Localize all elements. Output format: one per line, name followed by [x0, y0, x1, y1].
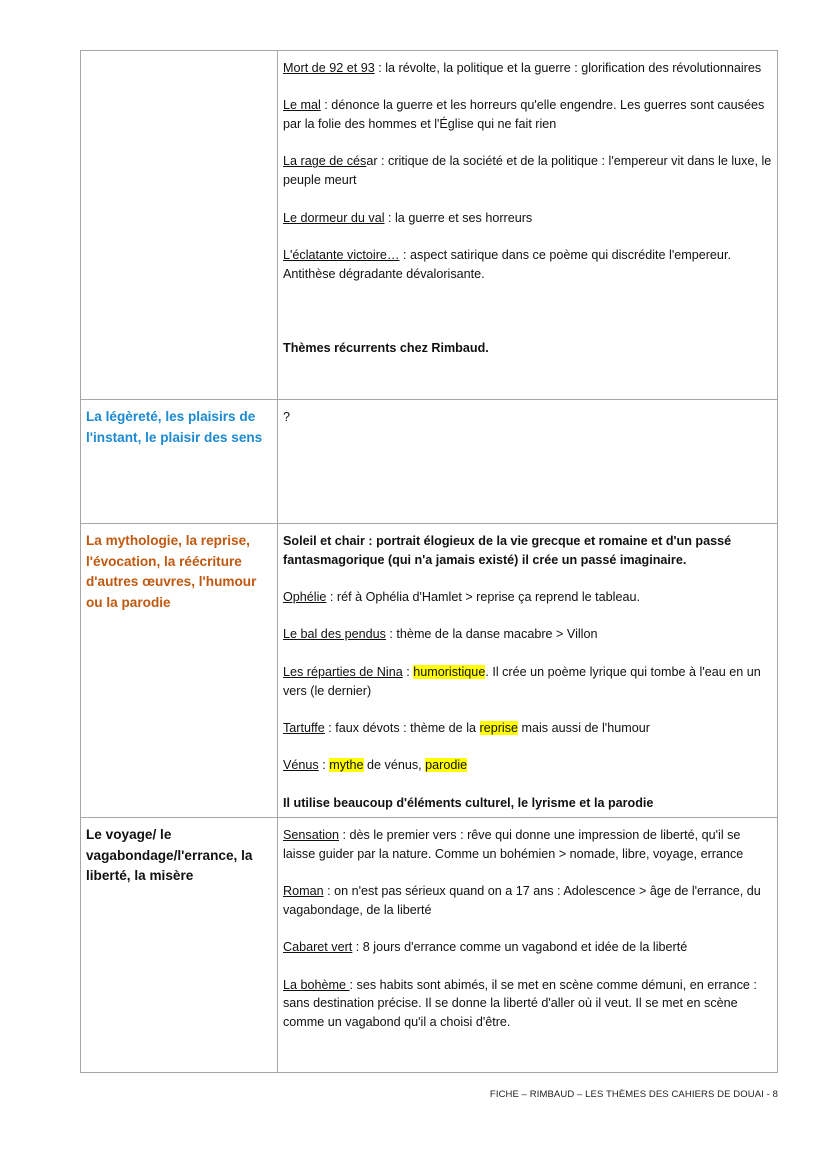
poem-title: Le dormeur du val	[283, 210, 385, 225]
poem-title: Roman	[283, 884, 324, 899]
note-text: : la guerre et ses horreurs	[384, 210, 533, 225]
note-paragraph	[283, 588, 772, 607]
note-text: : on n'est pas sérieux quand on a 17 ans : Adolescence > âge de l'errance, du vagabondage, de la liberté	[283, 884, 761, 917]
notes-cell	[278, 51, 778, 400]
note-paragraph	[283, 408, 772, 427]
poem-title: Le bal des pendus	[283, 627, 386, 642]
note-text: de vénus,	[363, 758, 426, 773]
note-paragraph	[283, 532, 772, 569]
highlighted-text: parodie	[425, 758, 468, 773]
highlighted-text: mythe	[329, 758, 364, 773]
table-row	[81, 400, 778, 524]
note-paragraph	[283, 663, 772, 700]
note-paragraph	[283, 794, 772, 813]
note-paragraph	[283, 938, 772, 957]
bold-text: Il utilise beaucoup d'éléments culturel, le lyrisme et la parodie	[283, 795, 654, 810]
note-paragraph	[283, 96, 772, 133]
theme-cell: La mythologie, la reprise, l'évocation, la réécriture d'autres œuvres, l'humour ou la parodie	[81, 524, 278, 818]
note-text: : faux dévots : thème de la	[324, 720, 480, 735]
notes-cell	[278, 818, 778, 1073]
note-text: :	[402, 664, 414, 679]
note-paragraph	[283, 152, 772, 189]
notes-cell	[278, 400, 778, 524]
bold-text: Thèmes récurrents chez Rimbaud.	[283, 341, 489, 356]
poem-title: Le mal	[283, 98, 321, 113]
note-text: : réf à Ophélia d'Hamlet > reprise ça reprend le tableau.	[326, 590, 640, 605]
note-paragraph	[283, 246, 772, 283]
note-text: mais aussi de l'humour	[518, 720, 650, 735]
note-text: ar : critique de la société et de la politique : l'empereur vit dans le luxe, le peuple meurt	[283, 154, 772, 188]
note-paragraph	[283, 826, 772, 863]
note-paragraph	[283, 756, 772, 775]
poem-title: Les réparties de Nina	[283, 664, 403, 679]
note-paragraph	[283, 209, 772, 228]
note-paragraph	[283, 719, 772, 738]
note-paragraph	[283, 339, 772, 358]
poem-title: Sensation	[283, 828, 340, 842]
note-text: : dès le premier vers : rêve qui donne une impression de liberté, qu'il se laisse guider par la nature. Comme un bohémien > nomade, libre, voyage, errance	[283, 828, 744, 861]
table-row	[81, 524, 778, 818]
note-text: :	[318, 758, 330, 773]
poem-title: Tartuffe	[283, 720, 325, 735]
note-paragraph	[283, 976, 772, 1032]
poem-title: Vénus	[283, 758, 319, 773]
poem-title: La bohème	[283, 977, 350, 992]
table-row	[81, 51, 778, 400]
note-paragraph	[283, 59, 772, 78]
highlighted-text: reprise	[479, 720, 518, 735]
note-paragraph	[283, 882, 772, 919]
note-text: : dénonce la guerre et les horreurs qu'elle engendre. Les guerres sont causées par la folie des hommes et l'Église qui ne fait rien	[283, 98, 765, 132]
note-text: : 8 jours d'errance comme un vagabond et idée de la liberté	[352, 940, 688, 955]
note-text: . Il crée un poème lyrique qui tombe à l'eau en un vers (le dernier)	[283, 664, 761, 698]
notes-cell	[278, 524, 778, 818]
note-text: : la révolte, la politique et la guerre : glorification des révolutionnaires	[374, 61, 762, 75]
note-paragraph	[283, 302, 772, 321]
poem-title: Mort de 92 et 93	[283, 61, 375, 75]
note-text: : ses habits sont abimés, il se met en scène comme démuni, en errance : sans destination précise. Il se donne la liberté d'aller où il veut. Il se met en scène comme un vagabond qu'il a choisi d'être.	[283, 977, 757, 1029]
poem-title: L'éclatante victoire…	[283, 247, 400, 262]
bold-text: Soleil et chair : portrait élogieux de la vie grecque et romaine et d'un passé fantasmagorique (qui n'a jamais existé) il crée un passé imaginaire.	[283, 534, 732, 567]
note-text: Antithèse dégradante dévalorisante.	[283, 266, 485, 281]
note-text: : thème de la danse macabre > Villon	[385, 627, 598, 642]
note-paragraph	[283, 625, 772, 644]
themes-table	[80, 50, 778, 1073]
poem-title: Cabaret vert	[283, 940, 353, 955]
poem-title: Ophélie	[283, 590, 327, 605]
note-text: : aspect satirique dans ce poème qui discrédite l'empereur.	[399, 247, 731, 262]
highlighted-text: humoristique	[413, 664, 486, 679]
theme-cell: Le voyage/ le vagabondage/l'errance, la liberté, la misère	[81, 818, 278, 1073]
table-row	[81, 818, 778, 1073]
theme-cell: La légèreté, les plaisirs de l'instant, le plaisir des sens	[81, 400, 278, 524]
note-text: ?	[283, 410, 291, 424]
theme-cell	[81, 51, 278, 400]
poem-title: La rage de cés	[283, 154, 367, 169]
page-footer: FICHE – RIMBAUD – LES THÈMES DES CAHIERS DE DOUAI - 8	[489, 1089, 778, 1100]
